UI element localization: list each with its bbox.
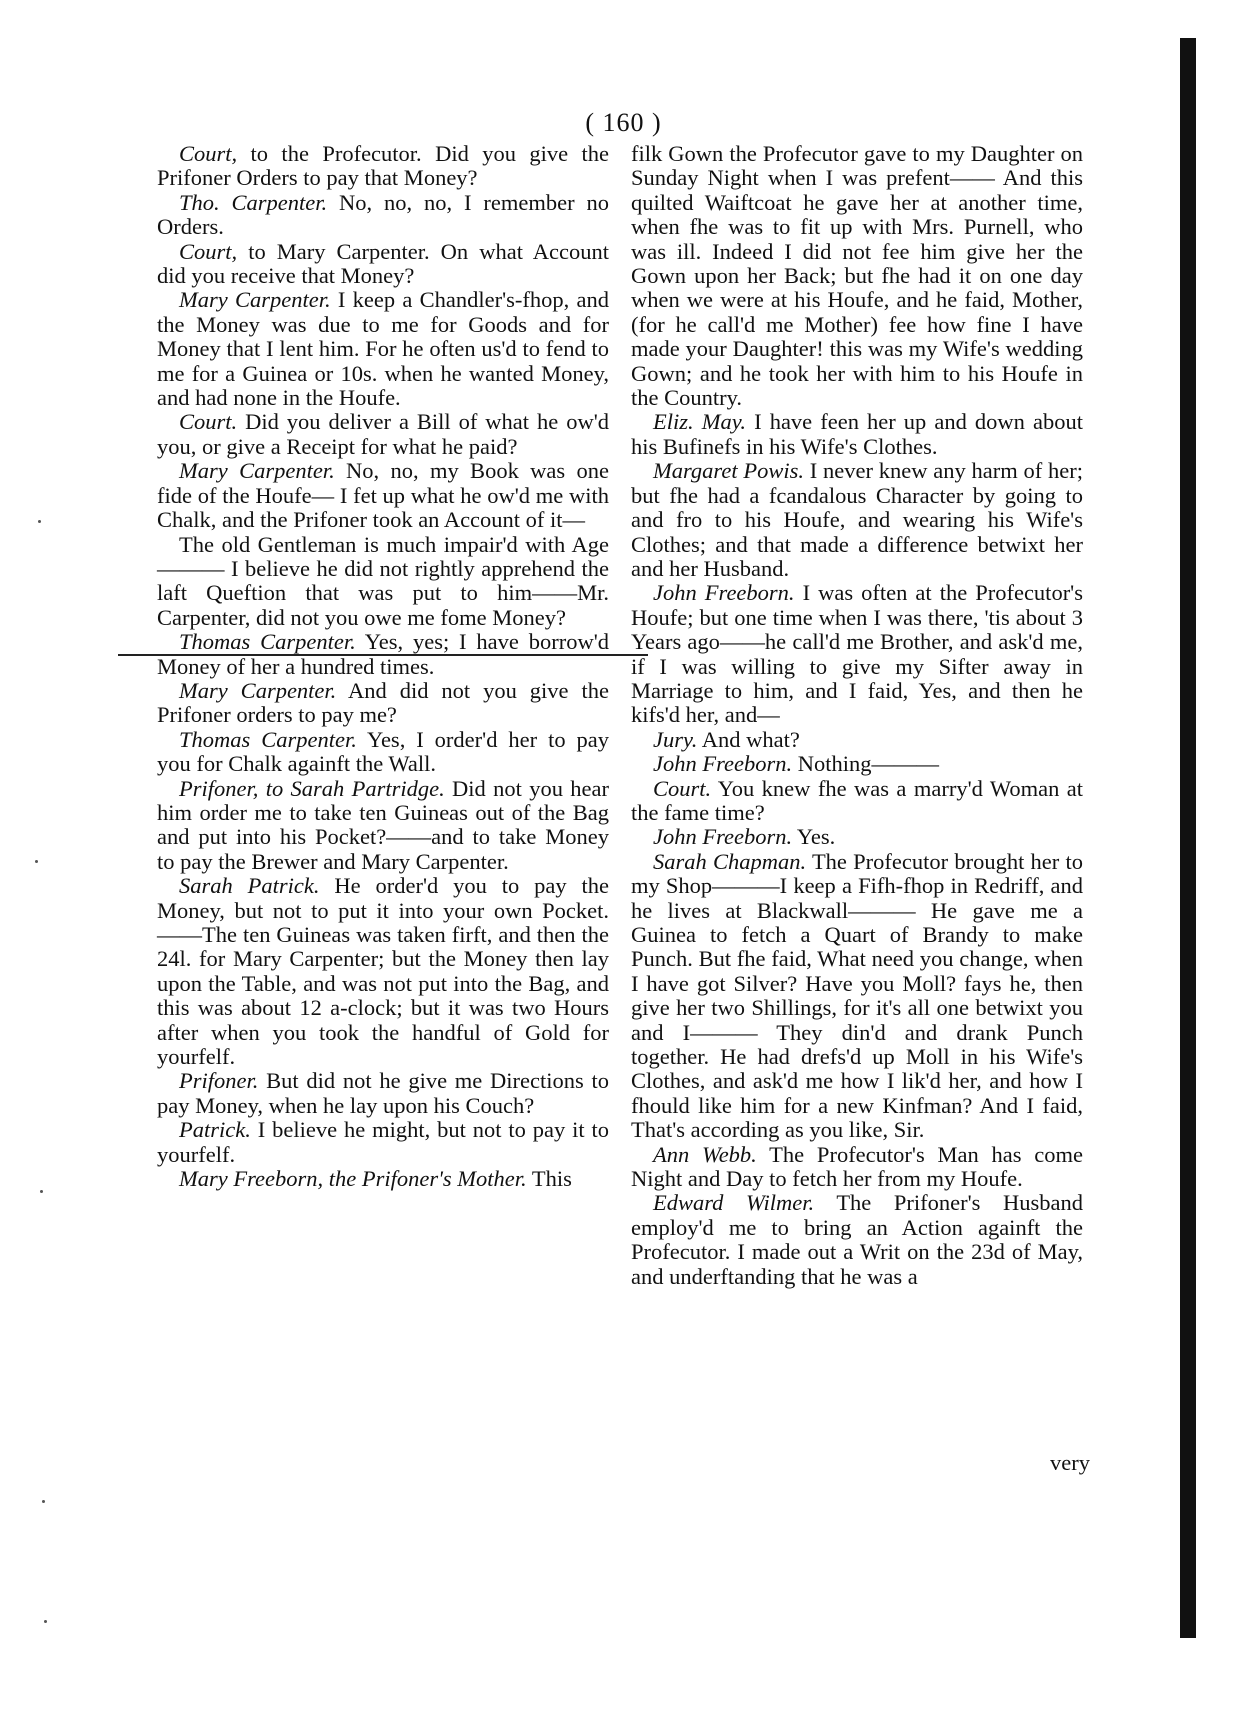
- speech: I never knew any harm of her; but fhe had a fcandalous Character by going to and fro to his Houfe, and wearing his Wife's Clothes; and that made a difference betwixt her and her Husband.: [631, 458, 1083, 581]
- paragraph: [157, 728, 609, 777]
- paragraph: [631, 752, 1083, 776]
- speaker: Prifoner, to Sarah Partridge.: [179, 775, 445, 801]
- paragraph: [631, 459, 1083, 581]
- speech: And what?: [697, 726, 800, 752]
- paragraph: [631, 777, 1083, 826]
- speaker: Sarah Patrick.: [179, 873, 320, 899]
- paragraph: [631, 581, 1083, 727]
- speech: The old Gentleman is much impair'd with Age——— I believe he did not rightly apprehend the laft Queftion that was put to him——Mr. Carpenter, did not you owe me fome Money?: [157, 531, 609, 630]
- speech: filk Gown the Profecutor gave to my Daughter on Sunday Night when I was prefent—— And this quilted Waiftcoat he gave her at another time, when fhe was to fit up with Mrs. Purnell, who was ill. Indeed I did not fee him give her the Gown upon her Back; but fhe had it on one day when we were at his Houfe, and he faid, Mother, (for he call'd me Mother) fee how fine I have made your Daughter! this was my Wife's wedding Gown; and he took her with him to his Houfe in the Country.: [631, 141, 1083, 411]
- speech: Yes.: [792, 824, 836, 850]
- scan-speck: [38, 520, 41, 523]
- speaker: Mary Carpenter.: [179, 458, 335, 484]
- paragraph: [157, 874, 609, 1069]
- paragraph: [157, 630, 609, 679]
- paragraph: [631, 410, 1083, 459]
- speaker: John Freeborn.: [653, 751, 793, 777]
- right-column: [631, 142, 1083, 1289]
- speech: I have feen her up and down about his Bufinefs in his Wife's Clothes.: [631, 409, 1083, 459]
- speaker: Mary Carpenter.: [179, 287, 331, 313]
- speech: The Profecutor brought her to my Shop———I keep a Fifh-fhop in Redriff, and he lives at Blackwall——— He gave me a Guinea to fetch a Quart of Brandy to make Punch. But fhe faid, What need you change, when I have got Silver? Have you Moll? fays he, then give her two Shillings, for it's all one betwixt you and I——— They din'd and drank Punch together. He had drefs'd up Moll in his Wife's Clothes, and ask'd me how I lik'd her, and how I fhould like him for a new Kinfman? And I faid, That's according as you like, Sir.: [631, 848, 1084, 1143]
- paragraph: [631, 825, 1083, 849]
- speaker: Thomas Carpenter.: [179, 726, 357, 752]
- speech: I keep a Chandler's-fhop, and the Money was due to me for Goods and for Money that I lent him. For he often us'd to fend to me for a Guinea or 10s. when he wanted Money, and had none in the Houfe.: [157, 287, 609, 411]
- speaker: Patrick.: [179, 1117, 251, 1143]
- paragraph: [157, 1118, 609, 1167]
- scan-speck: [42, 1500, 45, 1503]
- speaker: Sarah Chapman.: [653, 848, 807, 874]
- speech: I believe he might, but not to pay it to yourfelf.: [157, 1117, 609, 1167]
- scan-speck: [44, 1620, 47, 1623]
- paragraph: [157, 459, 609, 532]
- scan-speck: [40, 1190, 43, 1193]
- speech: to Mary Carpenter. On what Account did you receive that Money?: [157, 238, 609, 289]
- speaker: Tho. Carpenter.: [179, 189, 328, 215]
- speech: And did not you give the Prifoner orders to pay me?: [157, 677, 609, 728]
- paragraph: [157, 777, 609, 875]
- speech: The Profecutor's Man has come Night and Day to fetch her from my Houfe.: [631, 1141, 1083, 1192]
- speech: But did not he give me Directions to pay Money, when he lay upon his Couch?: [157, 1068, 609, 1118]
- speech: No, no, my Book was one fide of the Houfe— I fet up what he ow'd me with Chalk, and the Prifoner took an Account of it—: [157, 458, 609, 533]
- speech: Nothing———: [792, 751, 940, 777]
- paragraph: [157, 142, 609, 191]
- speech: Yes, I order'd her to pay you for Chalk againft the Wall.: [157, 726, 609, 777]
- scan-speck: [35, 860, 38, 863]
- paragraph: [157, 1167, 609, 1191]
- speaker: John Freeborn.: [653, 824, 793, 850]
- paragraph: [631, 728, 1083, 752]
- speech: Yes, yes; I have borrow'd Money of her a hundred times.: [157, 629, 609, 679]
- paragraph: [157, 191, 609, 240]
- speech: No, no, no, I remember no Orders.: [157, 189, 609, 240]
- paragraph: [157, 679, 609, 728]
- speech: Did you deliver a Bill of what he ow'd you, or give a Receipt for what he paid?: [157, 409, 609, 459]
- speech: to the Profecutor. Did you give the Prifoner Orders to pay that Money?: [157, 141, 609, 191]
- speech: You knew fhe was a marry'd Woman at the fame time?: [631, 775, 1083, 825]
- paragraph: [631, 1191, 1083, 1289]
- paragraph: [157, 533, 609, 631]
- paragraph: [631, 1143, 1083, 1192]
- speaker: Court.: [653, 775, 712, 801]
- speaker: Mary Freeborn, the Prifoner's Mother.: [179, 1166, 527, 1192]
- speaker: Court,: [179, 141, 238, 166]
- left-column: [157, 142, 609, 1191]
- speaker: Eliz. May.: [653, 409, 747, 435]
- paragraph: [157, 288, 609, 410]
- speaker: Court,: [179, 238, 238, 264]
- speaker: Thomas Carpenter.: [179, 629, 356, 655]
- paragraph: [631, 850, 1083, 1143]
- speech: Did not you hear him order me to take ten Guineas out of the Bag and put into his Pocket?——and to take Money to pay the Brewer and Mary Carpenter.: [157, 775, 609, 874]
- paragraph: [157, 1069, 609, 1118]
- paragraph: [631, 142, 1083, 410]
- speaker: Edward Wilmer.: [653, 1190, 815, 1216]
- speaker: Jury.: [653, 726, 698, 752]
- speech: The Prifoner's Husband employ'd me to bring an Action againft the Profecutor. I made out a Writ on the 23d of May, and underftanding that he was a: [631, 1190, 1083, 1289]
- speech: He order'd you to pay the Money, but not to put it into your own Pocket.——The ten Guineas was taken firft, and then the 24l. for Mary Carpenter; but the Money then lay upon the Table, and was not put into the Bag, and this was about 12 a-clock; but it was two Hours after when you took the handful of Gold for yourfelf.: [157, 873, 609, 1070]
- speech: I was often at the Profecutor's Houfe; but one time when I was there, 'tis about 3 Years ago——he call'd me Brother, and ask'd me, if I was willing to give my Sifter away in Marriage to him, and I faid, Yes, and then he kifs'd her, and—: [631, 580, 1083, 728]
- speaker: Court.: [179, 409, 238, 435]
- speech: This: [526, 1166, 572, 1192]
- paragraph: [157, 410, 609, 459]
- page-edge-shadow: [1180, 38, 1196, 1638]
- speaker: Ann Webb.: [653, 1141, 757, 1167]
- speaker: Margaret Powis.: [653, 458, 804, 484]
- paragraph: [157, 240, 609, 289]
- page-number: ( 160 ): [585, 108, 662, 137]
- speaker: Prifoner.: [179, 1068, 259, 1094]
- catchword: very: [1050, 1450, 1090, 1475]
- speaker: Mary Carpenter.: [179, 677, 337, 703]
- speaker: John Freeborn.: [653, 580, 795, 606]
